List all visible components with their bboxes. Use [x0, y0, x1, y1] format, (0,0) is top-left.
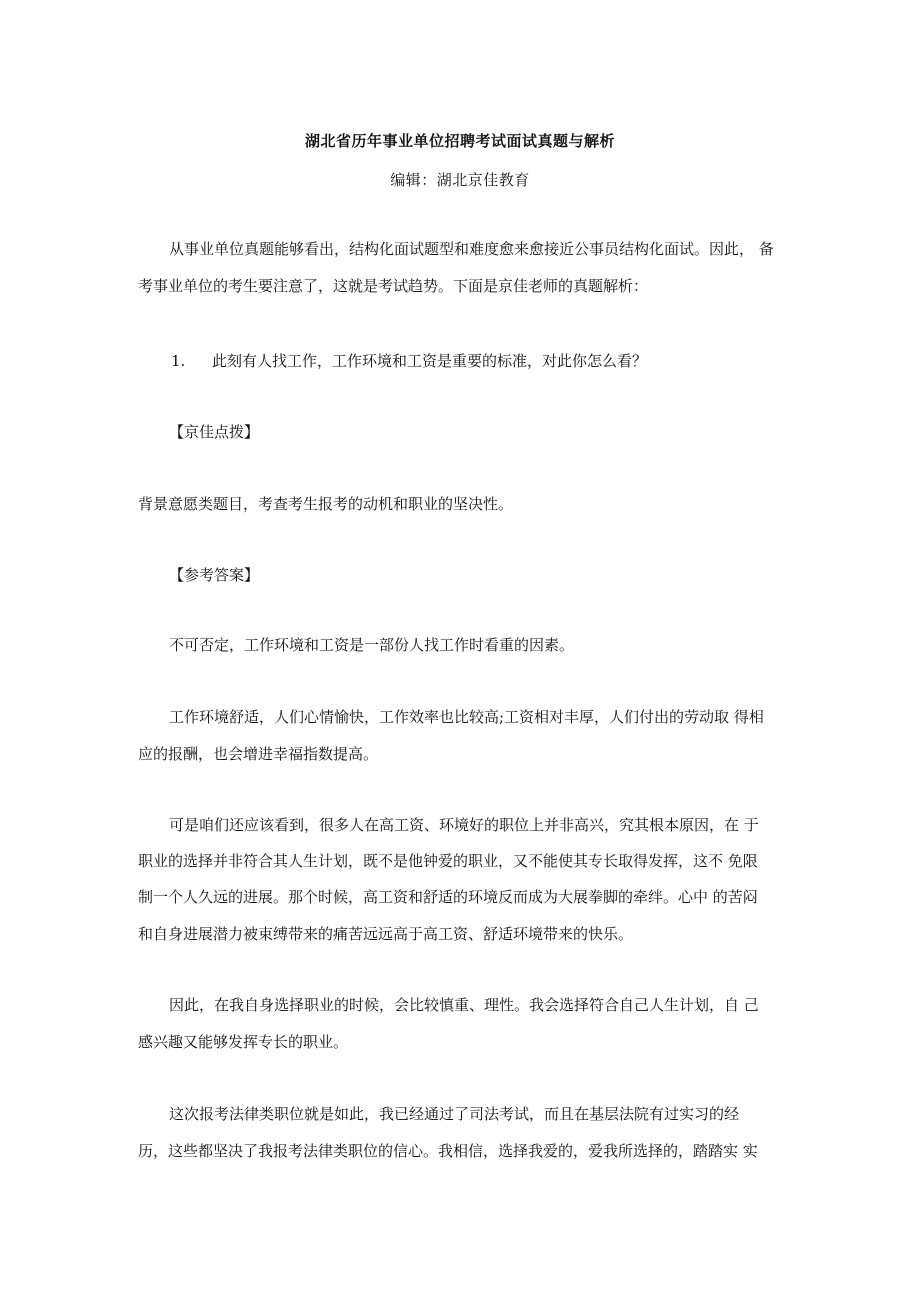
document-editor: 编辑：湖北京佳教育 — [390, 171, 530, 189]
intro-line: 考事业单位的考生要注意了，这就是考试趋势。下面是京佳老师的真题解析： — [138, 277, 649, 295]
answer-line: 可是咱们还应该看到，很多人在高工资、环境好的职位上并非高兴，究其根本原因，在 于 — [169, 816, 759, 834]
document-title: 湖北省历年事业单位招聘考试面试真题与解析 — [304, 132, 615, 150]
answer-line: 制一个人久远的进展。那个时候，高工资和舒适的环境反而成为大展拳脚的牵绊。心中 的苦闷 — [138, 888, 758, 906]
answer-line: 职业的选择并非符合其人生计划，既不是他钟爱的职业，又不能使其专长取得发挥，这不 免限 — [138, 852, 758, 870]
answer-line: 工作环境舒适，人们心情愉快，工作效率也比较高;工资相对丰厚，人们付出的劳动取 得相 — [169, 708, 764, 726]
answer-line: 应的报酬，也会增进幸福指数提高。 — [138, 745, 379, 763]
question-text: 此刻有人找工作，工作环境和工资是重要的标准，对此你怎么看？ — [212, 352, 648, 370]
tip-text: 背景意愿类题目，考查考生报考的动机和职业的坚决性。 — [138, 495, 514, 513]
answer-line: 这次报考法律类职位就是如此，我已经通过了司法考试，而且在基层法院有过实习的经 — [169, 1105, 740, 1123]
answer-heading: 【参考答案】 — [169, 566, 260, 584]
answer-line: 不可否定，工作环境和工资是一部份人找工作时看重的因素。 — [169, 636, 575, 654]
answer-line: 和自身进展潜力被束缚带来的痛苦远远高于高工资、舒适环境带来的快乐。 — [138, 925, 634, 943]
answer-line: 感兴趣又能够发挥专长的职业。 — [138, 1033, 349, 1051]
question-number: 1. — [171, 352, 186, 370]
intro-line: 从事业单位真题能够看出，结构化面试题型和难度愈来愈接近公事员结构化面试。因此， 备 — [169, 240, 774, 258]
answer-line: 因此，在我自身选择职业的时候，会比较慎重、理性。我会选择符合自己人生计划，自 己 — [169, 996, 759, 1014]
answer-line: 历，这些都坚决了我报考法律类职位的信心。我相信，选择我爱的，爱我所选择的，踏踏实 实 — [138, 1142, 758, 1160]
tip-heading: 【京佳点拨】 — [169, 423, 260, 441]
